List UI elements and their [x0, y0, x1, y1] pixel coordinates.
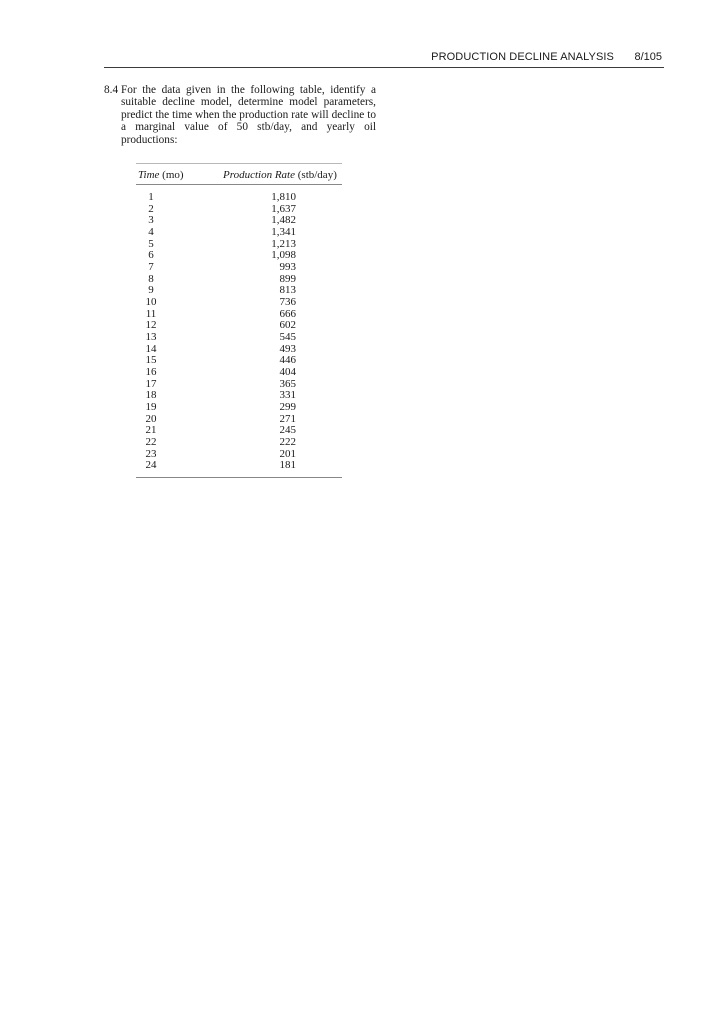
- time-cell: 18: [145, 389, 157, 402]
- table-row: [136, 414, 342, 426]
- rate-cell: 666: [279, 307, 296, 320]
- table-row: [136, 192, 342, 204]
- header-time-unit: (mo): [159, 169, 184, 181]
- time-cell: 3: [148, 214, 154, 227]
- table-row: [136, 320, 342, 332]
- time-cell: 20: [145, 412, 157, 425]
- data-table: [136, 163, 342, 478]
- rate-cell: 493: [279, 342, 296, 355]
- rate-cell: 1,637: [271, 202, 296, 215]
- header-time-label: Time: [138, 169, 160, 181]
- rate-cell: 736: [279, 296, 296, 309]
- rate-cell: 201: [279, 447, 296, 460]
- header-rate: [223, 169, 337, 181]
- rate-cell: 271: [279, 412, 296, 425]
- rate-cell: 993: [279, 261, 296, 274]
- table-row: [136, 297, 342, 309]
- table-row: [136, 215, 342, 227]
- problem-text: For the data given in the following table, identify a suitable decline model, determine model parameters, predict the time when the production rate will decline to a marginal value of 50 stb/day, and yearly oil productions:: [121, 84, 376, 146]
- time-cell: 19: [145, 401, 157, 414]
- time-cell: 17: [145, 377, 157, 390]
- rate-cell: 446: [279, 354, 296, 367]
- rate-cell: 1,341: [271, 226, 296, 239]
- table-row: [136, 262, 342, 274]
- table-row: [136, 239, 342, 251]
- rate-cell: 1,098: [271, 249, 296, 262]
- rate-cell: 899: [279, 272, 296, 285]
- table-row: [136, 437, 342, 449]
- table-row: [136, 332, 342, 344]
- rate-cell: 331: [279, 389, 296, 402]
- time-cell: 15: [145, 354, 157, 367]
- rate-cell: 404: [279, 366, 296, 379]
- table-row: [136, 250, 342, 262]
- time-cell: 7: [148, 261, 154, 274]
- problem-8-4: [104, 84, 376, 146]
- rate-cell: 365: [279, 377, 296, 390]
- time-cell: 16: [145, 366, 157, 379]
- time-cell: 9: [148, 284, 154, 297]
- table-header: [136, 164, 342, 184]
- time-cell: 1: [148, 191, 154, 203]
- time-cell: 23: [145, 447, 157, 460]
- time-cell: 10: [145, 296, 157, 309]
- time-cell: 11: [145, 307, 157, 320]
- rate-cell: 1,810: [271, 191, 296, 203]
- table-body: [136, 185, 342, 477]
- rate-cell: 181: [279, 459, 296, 472]
- rate-cell: 602: [279, 319, 296, 332]
- table-row: [136, 309, 342, 321]
- page-number: 8/105: [634, 51, 662, 63]
- rate-cell: 1,213: [271, 237, 296, 250]
- table-row: [136, 390, 342, 402]
- time-cell: 24: [145, 459, 157, 472]
- time-cell: 8: [148, 272, 154, 285]
- table-row: [136, 425, 342, 437]
- header-time: [138, 169, 184, 181]
- time-cell: 22: [145, 436, 157, 449]
- table-row: [136, 285, 342, 297]
- table-row: [136, 449, 342, 461]
- problem-number: 8.4: [104, 84, 119, 96]
- time-cell: 2: [148, 202, 154, 215]
- table-row: [136, 379, 342, 391]
- table-row: [136, 355, 342, 367]
- time-cell: 14: [145, 342, 157, 355]
- table-row: [136, 402, 342, 414]
- rate-cell: 245: [279, 424, 296, 437]
- time-cell: 4: [148, 226, 154, 239]
- table-bottom-rule: [136, 477, 342, 478]
- time-cell: 5: [148, 237, 154, 250]
- time-cell: 6: [148, 249, 154, 262]
- rate-cell: 545: [279, 331, 296, 344]
- time-cell: 21: [145, 424, 157, 437]
- header-rate-label: Production Rate: [223, 169, 295, 181]
- table-row: [136, 367, 342, 379]
- rate-cell: 813: [279, 284, 296, 297]
- rate-cell: 1,482: [271, 214, 296, 227]
- table-row: [136, 274, 342, 286]
- table-row: [136, 204, 342, 216]
- time-cell: 13: [145, 331, 157, 344]
- running-head: [104, 50, 664, 68]
- table-row: [136, 460, 342, 472]
- running-head-title: PRODUCTION DECLINE ANALYSIS: [431, 51, 614, 63]
- time-cell: 12: [145, 319, 157, 332]
- header-rate-unit: (stb/day): [295, 169, 337, 181]
- rate-cell: 299: [279, 401, 296, 414]
- table-row: [136, 344, 342, 356]
- rate-cell: 222: [279, 436, 296, 449]
- table-row: [136, 227, 342, 239]
